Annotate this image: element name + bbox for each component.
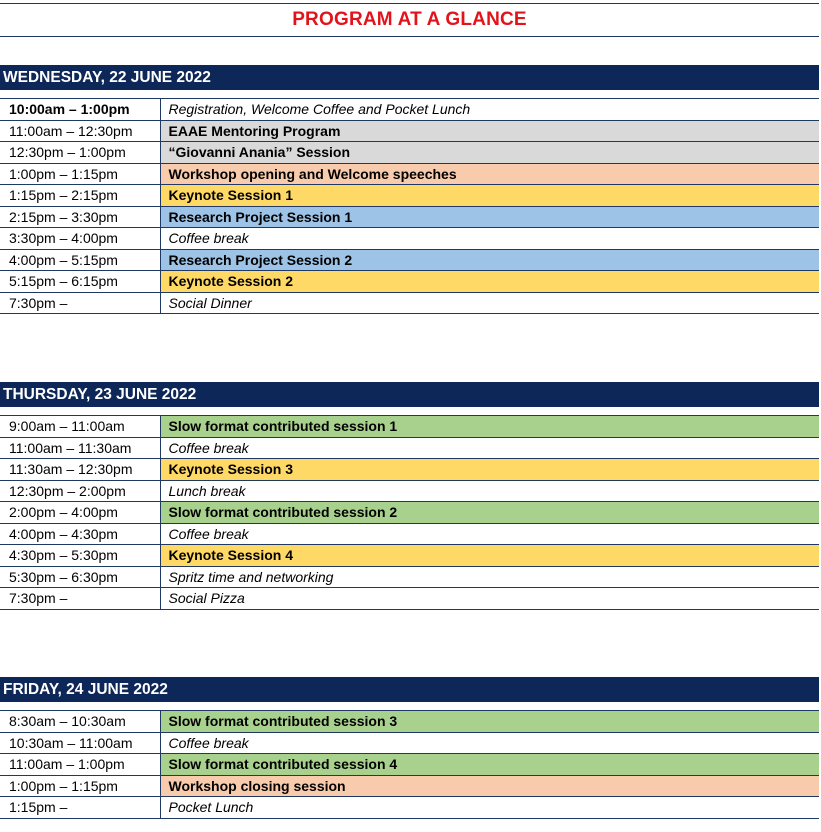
time-cell: 10:00am – 1:00pm [0, 99, 160, 121]
table-row [0, 732, 819, 754]
event-cell: Slow format contributed session 2 [160, 502, 819, 524]
page-title-bar [0, 3, 819, 37]
schedule-table [0, 98, 819, 314]
time-cell: 1:15pm – [0, 797, 160, 819]
event-cell: Keynote Session 4 [160, 545, 819, 567]
table-row [0, 271, 819, 293]
time-cell: 8:30am – 10:30am [0, 711, 160, 733]
table-row [0, 142, 819, 164]
event-cell: Slow format contributed session 3 [160, 711, 819, 733]
time-cell: 5:15pm – 6:15pm [0, 271, 160, 293]
table-row [0, 775, 819, 797]
event-cell: Lunch break [160, 480, 819, 502]
day-heading: THURSDAY, 23 JUNE 2022 [0, 382, 819, 407]
table-row [0, 206, 819, 228]
time-cell: 5:30pm – 6:30pm [0, 566, 160, 588]
time-cell: 4:00pm – 4:30pm [0, 523, 160, 545]
event-cell: Social Pizza [160, 588, 819, 610]
table-row [0, 480, 819, 502]
time-cell: 2:00pm – 4:00pm [0, 502, 160, 524]
table-row [0, 228, 819, 250]
time-cell: 1:00pm – 1:15pm [0, 775, 160, 797]
time-cell: 11:00am – 1:00pm [0, 754, 160, 776]
table-row [0, 459, 819, 481]
table-row [0, 502, 819, 524]
event-cell: Registration, Welcome Coffee and Pocket Lunch [160, 99, 819, 121]
event-cell: Coffee break [160, 732, 819, 754]
time-cell: 4:00pm – 5:15pm [0, 249, 160, 271]
event-cell: Coffee break [160, 228, 819, 250]
time-cell: 1:00pm – 1:15pm [0, 163, 160, 185]
table-row [0, 545, 819, 567]
event-cell: Social Dinner [160, 292, 819, 314]
time-cell: 9:00am – 11:00am [0, 416, 160, 438]
time-cell: 7:30pm – [0, 588, 160, 610]
time-cell: 1:15pm – 2:15pm [0, 185, 160, 207]
event-cell: Research Project Session 1 [160, 206, 819, 228]
table-row [0, 99, 819, 121]
table-row [0, 523, 819, 545]
time-cell: 4:30pm – 5:30pm [0, 545, 160, 567]
event-cell: “Giovanni Anania” Session [160, 142, 819, 164]
day-heading: FRIDAY, 24 JUNE 2022 [0, 677, 819, 702]
table-row [0, 797, 819, 819]
time-cell: 10:30am – 11:00am [0, 732, 160, 754]
time-cell: 11:00am – 12:30pm [0, 120, 160, 142]
event-cell: Workshop opening and Welcome speeches [160, 163, 819, 185]
table-row [0, 566, 819, 588]
table-row [0, 292, 819, 314]
table-row [0, 416, 819, 438]
time-cell: 3:30pm – 4:00pm [0, 228, 160, 250]
event-cell: Slow format contributed session 1 [160, 416, 819, 438]
event-cell: Spritz time and networking [160, 566, 819, 588]
table-row [0, 249, 819, 271]
table-row [0, 588, 819, 610]
event-cell: Coffee break [160, 523, 819, 545]
event-cell: Slow format contributed session 4 [160, 754, 819, 776]
table-row [0, 754, 819, 776]
day-section-wednesday [0, 65, 819, 314]
schedule-table [0, 415, 819, 610]
day-section-friday [0, 677, 819, 819]
time-cell: 2:15pm – 3:30pm [0, 206, 160, 228]
page-title: PROGRAM AT A GLANCE [292, 9, 527, 30]
event-cell: EAAE Mentoring Program [160, 120, 819, 142]
table-row [0, 711, 819, 733]
event-cell: Keynote Session 3 [160, 459, 819, 481]
event-cell: Pocket Lunch [160, 797, 819, 819]
event-cell: Workshop closing session [160, 775, 819, 797]
table-row [0, 163, 819, 185]
table-row [0, 185, 819, 207]
event-cell: Coffee break [160, 437, 819, 459]
event-cell: Research Project Session 2 [160, 249, 819, 271]
day-heading: WEDNESDAY, 22 JUNE 2022 [0, 65, 819, 90]
time-cell: 12:30pm – 2:00pm [0, 480, 160, 502]
table-row [0, 437, 819, 459]
time-cell: 11:30am – 12:30pm [0, 459, 160, 481]
event-cell: Keynote Session 2 [160, 271, 819, 293]
event-cell: Keynote Session 1 [160, 185, 819, 207]
table-row [0, 120, 819, 142]
time-cell: 11:00am – 11:30am [0, 437, 160, 459]
time-cell: 7:30pm – [0, 292, 160, 314]
schedule-table [0, 710, 819, 819]
day-section-thursday [0, 382, 819, 610]
time-cell: 12:30pm – 1:00pm [0, 142, 160, 164]
